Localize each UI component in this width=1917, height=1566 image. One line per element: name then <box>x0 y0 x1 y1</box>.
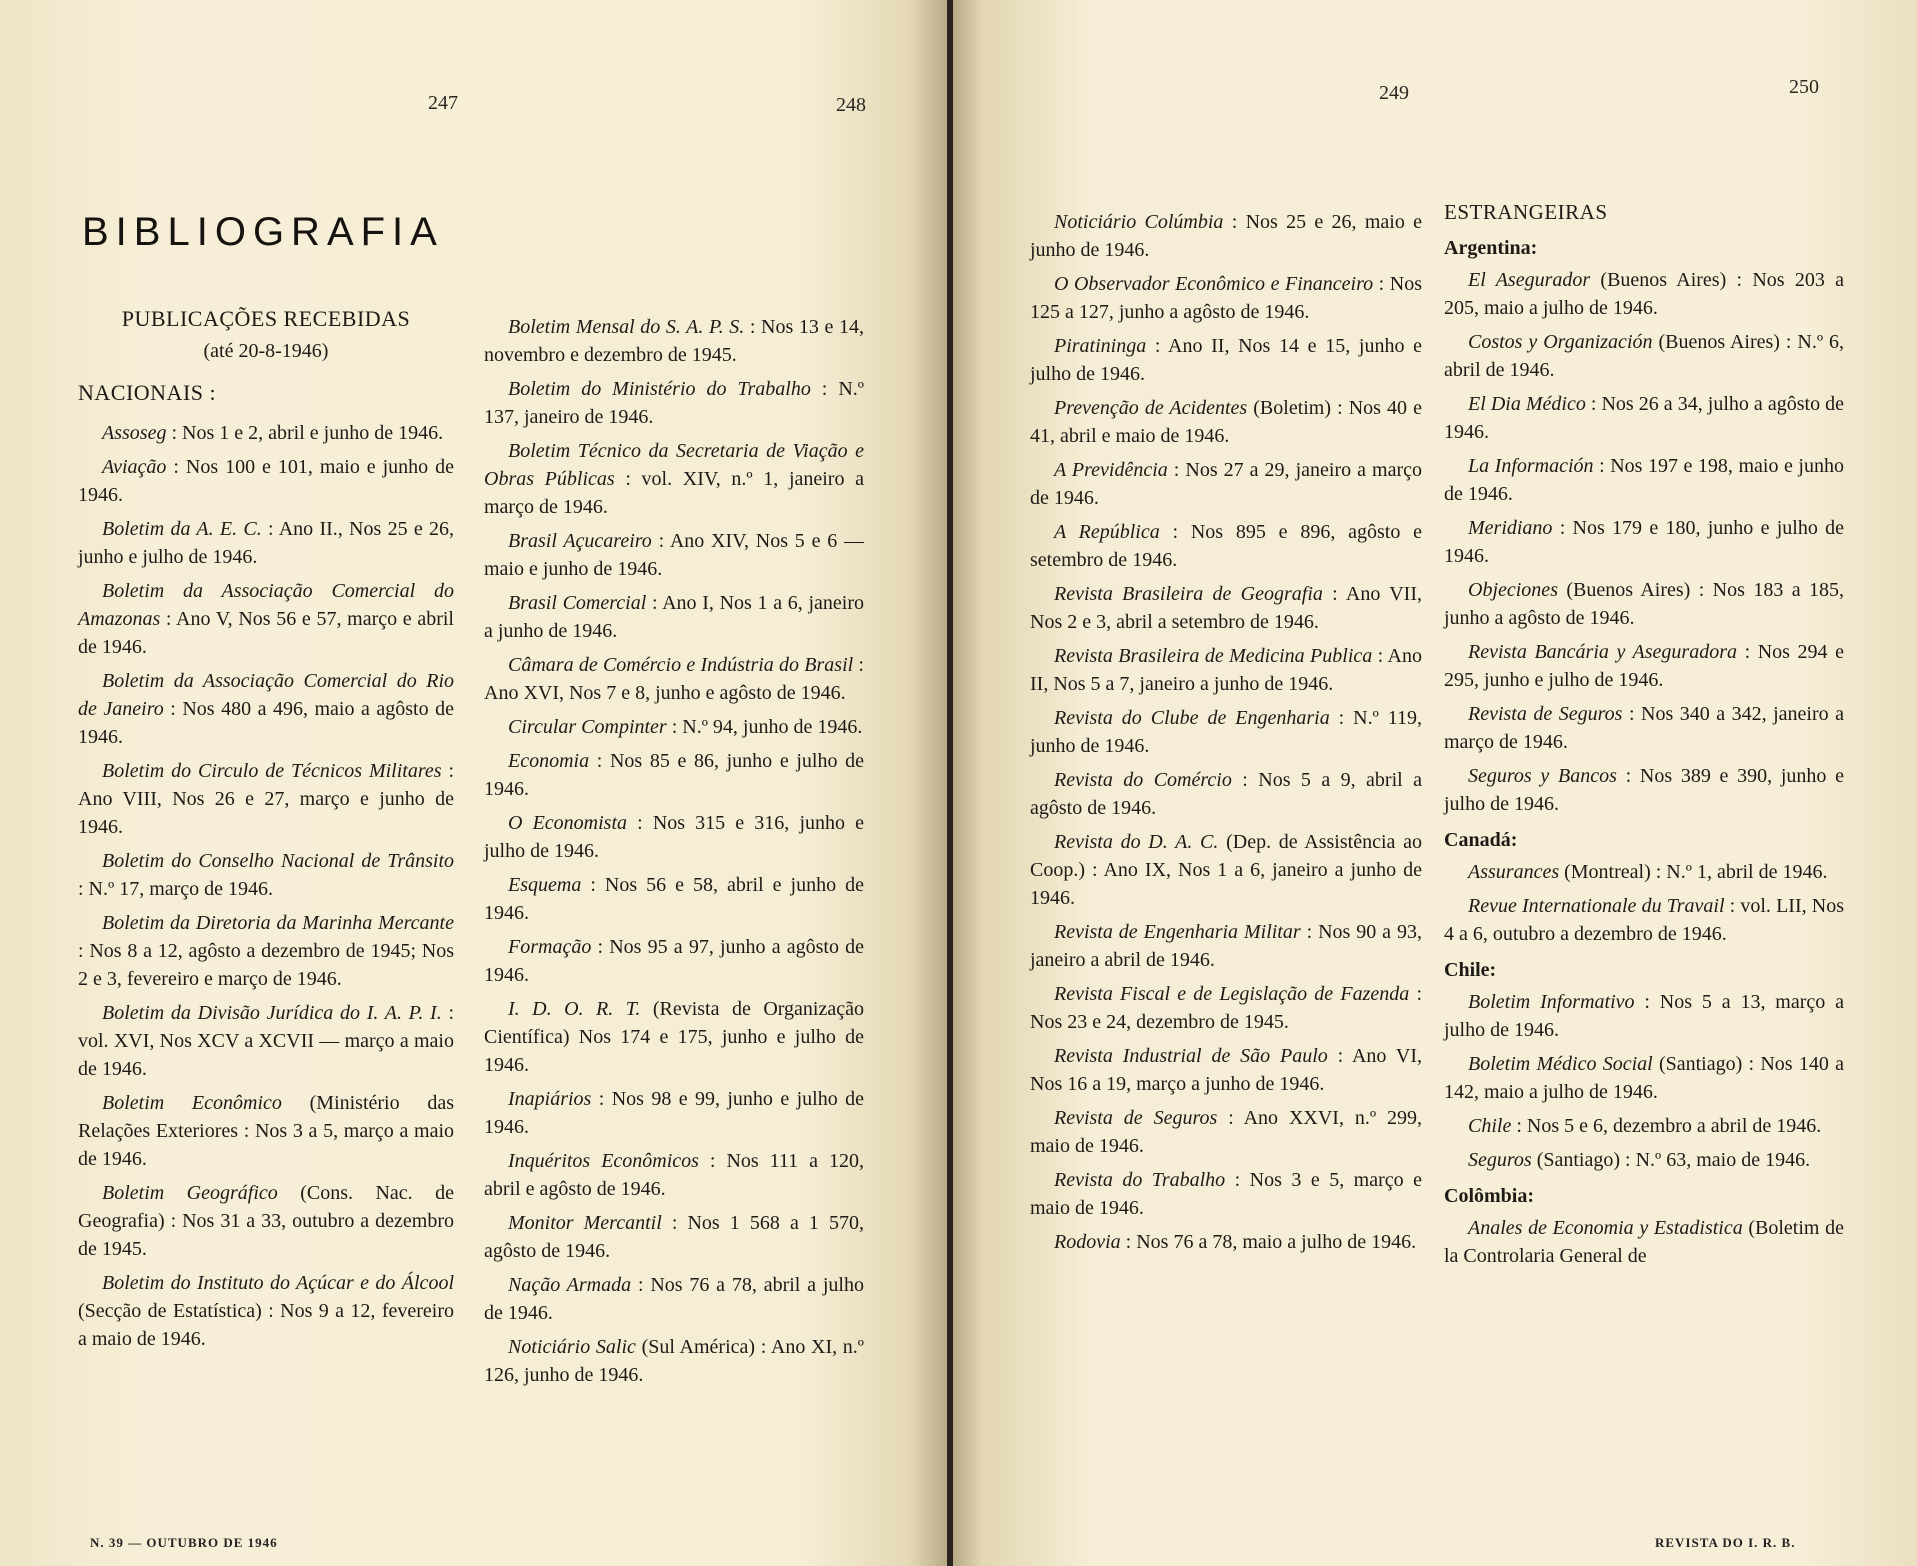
bibliography-entry <box>484 1271 864 1327</box>
bibliography-entry <box>1444 892 1844 948</box>
publication-details: : vol. LII, Nos 4 a 6, outubro a dezembro de 1946. <box>1444 895 1844 945</box>
bibliography-entry <box>1030 1104 1422 1160</box>
publication-title: Revista Bancária y Aseguradora <box>1468 641 1738 663</box>
bibliography-entry <box>1444 762 1844 818</box>
bibliography-entry <box>78 667 454 751</box>
bibliography-entry <box>484 809 864 865</box>
publication-title: El Dia Médico <box>1468 393 1586 415</box>
publication-title: Boletim Técnico da Secretaria de Viação e Obras Públicas <box>484 440 864 490</box>
publication-title: Prevenção de Acidentes <box>1054 397 1248 419</box>
bibliography-entry <box>1444 1214 1844 1270</box>
publication-details: : Ano VIII, Nos 26 e 27, março e junho de 1946. <box>78 760 455 838</box>
publication-details: : Nos 895 e 896, agôsto e setembro de 1946. <box>1030 521 1422 571</box>
bibliography-entry <box>1444 328 1844 384</box>
publication-details: : Nos 1 e 2, abril e junho de 1946. <box>166 422 444 444</box>
publication-title: Boletim Médico Social <box>1468 1053 1653 1075</box>
column-right-2 <box>1444 198 1844 1276</box>
publication-title: Brasil Açucareiro <box>508 530 652 552</box>
publication-title: Monitor Mercantil <box>508 1212 662 1234</box>
publication-title: Boletim da Divisão Jurídica do I. A. P. I. <box>102 1002 442 1024</box>
country-heading: Colômbia: <box>1444 1185 1534 1207</box>
bibliography-entry <box>1444 1050 1844 1106</box>
publication-title: Boletim da Associação Comercial do Amazonas <box>78 580 454 630</box>
bibliography-entry <box>484 1209 864 1265</box>
publication-title: Revista do Comércio <box>1054 769 1232 791</box>
publication-title: O Economista <box>508 812 628 834</box>
publication-title: Economia <box>508 750 590 772</box>
publication-details: : Nos 125 a 127, junho a agôsto de 1946. <box>1030 273 1422 323</box>
page-number-247: 247 <box>428 92 458 114</box>
publication-title: Rodovia <box>1054 1231 1121 1253</box>
publication-details: (Revista de Organização Científica) Nos 174 e 175, junho e julho de 1946. <box>484 998 865 1076</box>
publication-details: (Buenos Aires) : N.º 6, abril de 1946. <box>1444 331 1844 381</box>
publication-title: Aviação <box>102 456 167 478</box>
publication-details: : Nos 23 e 24, dezembro de 1945. <box>1030 983 1423 1033</box>
publication-title: Boletim da A. E. C. <box>102 518 262 540</box>
publication-title: Revista do D. A. C. <box>1054 831 1219 853</box>
estrangeiras-heading: ESTRANGEIRAS <box>1444 200 1608 224</box>
publication-title: Circular Compinter <box>508 716 667 738</box>
bibliography-entry <box>78 515 454 571</box>
bibliography-entry <box>1444 514 1844 570</box>
publication-details: : Nos 5 e 6, dezembro a abril de 1946. <box>1511 1115 1822 1137</box>
publication-details: : Nos 76 a 78, abril a julho de 1946. <box>484 1274 864 1324</box>
publication-details: (Buenos Aires) : Nos 203 a 205, maio a julho de 1946. <box>1444 269 1844 319</box>
publication-details: : N.º 137, janeiro de 1946. <box>484 378 864 428</box>
bibliography-entry <box>1444 638 1844 694</box>
publication-title: Seguros y Bancos <box>1468 765 1617 787</box>
publication-title: Assurances <box>1468 861 1560 883</box>
bibliography-entry <box>484 995 864 1079</box>
publication-title: Revista de Seguros <box>1468 703 1623 725</box>
country-groups <box>1444 234 1844 1270</box>
bibliography-entry <box>78 1269 454 1353</box>
publication-title: Inquéritos Econômicos <box>508 1150 699 1172</box>
bibliography-entry <box>1030 518 1422 574</box>
publication-details: : Ano XIV, Nos 5 e 6 — maio e junho de 1946. <box>484 530 865 580</box>
publication-title: Boletim do Instituto do Açúcar e do Álcool <box>102 1272 454 1294</box>
bibliography-entry <box>1444 1146 1844 1174</box>
publication-title: Revista do Trabalho <box>1054 1169 1226 1191</box>
bibliography-entry <box>1444 452 1844 508</box>
publication-title: Seguros <box>1468 1149 1532 1171</box>
publication-details: (Secção de Estatística) : Nos 9 a 12, fevereiro a maio de 1946. <box>78 1300 454 1350</box>
publication-title: Inapiários <box>508 1088 592 1110</box>
publication-details: : Nos 98 e 99, junho e julho de 1946. <box>484 1088 864 1138</box>
publication-details: : Ano VII, Nos 2 e 3, abril a setembro de 1946. <box>1030 583 1422 633</box>
publication-title: Boletim Econômico <box>102 1092 282 1114</box>
publication-title: Boletim Geográfico <box>102 1182 278 1204</box>
page-title: BIBLIOGRAFIA <box>82 210 444 254</box>
bibliography-entry <box>484 313 864 369</box>
entry-list <box>78 419 454 1353</box>
bibliography-entry <box>1444 700 1844 756</box>
publication-title: I. D. O. R. T. <box>508 998 641 1020</box>
bibliography-entry <box>484 437 864 521</box>
publication-details: (Ministério das Relações Exteriores : Nos 3 a 5, março a maio de 1946. <box>78 1092 454 1170</box>
publication-title: Boletim do Circulo de Técnicos Militares <box>102 760 442 782</box>
publication-details: : Nos 100 e 101, maio e junho de 1946. <box>78 456 454 506</box>
publication-details: : Nos 5 a 9, abril a agôsto de 1946. <box>1030 769 1422 819</box>
publication-details: (Sul América) : Ano XI, n.º 126, junho de 1946. <box>484 1336 865 1386</box>
publication-title: Brasil Comercial <box>508 592 647 614</box>
publication-details: : Ano II, Nos 14 e 15, junho e julho de 1946. <box>1030 335 1422 385</box>
publication-details: : Nos 90 a 93, janeiro a abril de 1946. <box>1030 921 1422 971</box>
entry-list <box>484 313 864 1389</box>
publication-details: (Montreal) : N.º 1, abril de 1946. <box>1559 861 1828 883</box>
publication-details: : Nos 3 e 5, março e maio de 1946. <box>1030 1169 1422 1219</box>
page-number-249: 249 <box>1379 82 1409 104</box>
bibliography-entry <box>1030 980 1422 1036</box>
bibliography-entry <box>1444 858 1844 886</box>
country-heading: Canadá: <box>1444 829 1518 851</box>
publication-details: (Boletim de la Controlaria General de <box>1444 1217 1844 1267</box>
bibliography-entry <box>1030 766 1422 822</box>
publication-details: : Nos 5 a 13, março a julho de 1946. <box>1444 991 1844 1041</box>
publication-details: : Nos 76 a 78, maio a julho de 1946. <box>1120 1231 1417 1253</box>
publication-title: O Observador Econômico e Financeiro <box>1054 273 1374 295</box>
publication-details: (Santiago) : Nos 140 a 142, maio a julho de 1946. <box>1444 1053 1844 1103</box>
page-number-250: 250 <box>1789 76 1819 98</box>
publication-title: Revista Fiscal e de Legislação de Fazenda <box>1054 983 1410 1005</box>
publication-title: Revue Internationale du Travail <box>1468 895 1725 917</box>
publication-details: : Nos 315 e 316, junho e julho de 1946. <box>484 812 864 862</box>
bibliography-entry <box>484 1333 864 1389</box>
publication-details: : Nos 340 a 342, janeiro a março de 1946. <box>1444 703 1844 753</box>
publication-title: El Asegurador <box>1468 269 1591 291</box>
publication-title: Câmara de Comércio e Indústria do Brasil <box>508 654 854 676</box>
nacionais-heading: NACIONAIS : <box>78 380 217 405</box>
publication-details: : Nos 1 568 a 1 570, agôsto de 1946. <box>484 1212 864 1262</box>
publication-title: Formação <box>508 936 592 958</box>
bibliography-entry <box>1030 270 1422 326</box>
publication-details: : vol. XVI, Nos XCV a XCVII — março a maio de 1946. <box>78 1002 455 1080</box>
publication-details: : Nos 56 e 58, abril e junho de 1946. <box>484 874 864 924</box>
publication-title: Chile <box>1468 1115 1512 1137</box>
publication-title: Piratininga <box>1054 335 1147 357</box>
publication-details: : vol. XIV, n.º 1, janeiro a março de 1946. <box>484 468 865 518</box>
publication-details: : Nos 26 a 34, julho a agôsto de 1946. <box>1444 393 1844 443</box>
publication-title: Boletim Mensal do S. A. P. S. <box>508 316 745 338</box>
bibliography-entry <box>484 651 864 707</box>
publication-title: Boletim do Ministério do Trabalho <box>508 378 811 400</box>
bibliography-entry <box>1444 390 1844 446</box>
bibliography-entry <box>1030 828 1422 912</box>
entry-list <box>1030 208 1422 1256</box>
publication-title: Assoseg <box>102 422 167 444</box>
publication-details: : N.º 119, junho de 1946. <box>1030 707 1422 757</box>
bibliography-entry <box>1444 266 1844 322</box>
bibliography-entry <box>1030 1042 1422 1098</box>
publication-details: : Nos 389 e 390, junho e julho de 1946. <box>1444 765 1844 815</box>
bibliography-entry <box>1030 332 1422 388</box>
publication-details: : Ano VI, Nos 16 a 19, março a junho de 1946. <box>1030 1045 1422 1095</box>
publication-details: : Nos 8 a 12, agôsto a dezembro de 1945; Nos 2 e 3, fevereiro e março de 1946. <box>78 940 454 990</box>
bibliography-entry <box>1030 642 1422 698</box>
publication-details: : Nos 13 e 14, novembro e dezembro de 1945. <box>484 316 864 366</box>
publication-details: : Ano XVI, Nos 7 e 8, junho e agôsto de 1946. <box>484 654 864 704</box>
publication-title: Revista de Engenharia Militar <box>1054 921 1301 943</box>
bibliography-entry <box>1444 1112 1844 1140</box>
publication-details: : Nos 25 e 26, maio e junho de 1946. <box>1030 211 1422 261</box>
publication-details: (Buenos Aires) : Nos 183 a 185, junho a agôsto de 1946. <box>1444 579 1844 629</box>
publication-details: : Nos 480 a 496, maio a agôsto de 1946. <box>78 698 454 748</box>
publication-details: : Ano II, Nos 5 a 7, janeiro a junho de 1946. <box>1030 645 1422 695</box>
publication-details: : Nos 95 a 97, junho a agôsto de 1946. <box>484 936 864 986</box>
bibliography-entry <box>1030 580 1422 636</box>
page-number-248: 248 <box>836 94 866 116</box>
publication-title: Revista de Seguros <box>1054 1107 1218 1129</box>
bibliography-entry <box>484 933 864 989</box>
bibliography-entry <box>484 589 864 645</box>
publication-title: Meridiano <box>1468 517 1553 539</box>
publication-details: : Ano XXVI, n.º 299, maio de 1946. <box>1030 1107 1422 1157</box>
bibliography-entry <box>484 871 864 927</box>
bibliography-entry <box>1030 704 1422 760</box>
publication-details: : N.º 94, junho de 1946. <box>666 716 863 738</box>
publication-title: Boletim do Conselho Nacional de Trânsito <box>102 850 454 872</box>
country-heading: Argentina: <box>1444 237 1538 259</box>
publication-details: : Ano II., Nos 25 e 26, junho e julho de 1946. <box>78 518 454 568</box>
section-subheading: (até 20-8-1946) <box>203 340 329 362</box>
publication-title: Revista Industrial de São Paulo <box>1054 1045 1328 1067</box>
bibliography-entry <box>484 375 864 431</box>
publication-details: (Dep. de Assistência ao Coop.) : Ano IX, Nos 1 a 6, janeiro a junho de 1946. <box>1030 831 1422 909</box>
bibliography-entry <box>484 713 864 741</box>
bibliography-entry <box>484 527 864 583</box>
bibliography-entry <box>78 847 454 903</box>
publication-details: : Nos 179 e 180, junho e julho de 1946. <box>1444 517 1844 567</box>
bibliography-entry <box>1030 208 1422 264</box>
bibliography-entry <box>78 577 454 661</box>
publication-details: : N.º 17, março de 1946. <box>78 878 274 900</box>
publication-title: Revista Brasileira de Medicina Publica <box>1054 645 1373 667</box>
publication-details: : Nos 85 e 86, junho e julho de 1946. <box>484 750 864 800</box>
publication-details: : Nos 27 a 29, janeiro a março de 1946. <box>1030 459 1422 509</box>
publication-title: Anales de Economia y Estadistica <box>1468 1217 1743 1239</box>
footer-issue: N. 39 — OUTUBRO DE 1946 <box>90 1535 278 1550</box>
bibliography-entry <box>78 909 454 993</box>
publication-title: Noticiário Salic <box>508 1336 636 1358</box>
bibliography-entry <box>1030 394 1422 450</box>
bibliography-entry <box>78 453 454 509</box>
publication-title: Costos y Organización <box>1468 331 1653 353</box>
publication-title: A República <box>1054 521 1160 543</box>
bibliography-entry <box>1030 456 1422 512</box>
section-heading: PUBLICAÇÕES RECEBIDAS <box>121 306 411 331</box>
publication-details: (Santiago) : N.º 63, maio de 1946. <box>1531 1149 1811 1171</box>
publication-title: Revista Brasileira de Geografia <box>1054 583 1323 605</box>
bibliography-entry <box>78 1089 454 1173</box>
publication-details: : Nos 111 a 120, abril e agôsto de 1946. <box>484 1150 864 1200</box>
publication-title: Boletim Informativo <box>1468 991 1635 1013</box>
bibliography-entry <box>1030 1166 1422 1222</box>
bibliography-entry <box>484 1085 864 1141</box>
publication-details: (Cons. Nac. de Geografia) : Nos 31 a 33, outubro a dezembro de 1945. <box>78 1182 454 1260</box>
publication-details: (Boletim) : Nos 40 e 41, abril e maio de 1946. <box>1030 397 1422 447</box>
publication-title: La Información <box>1468 455 1594 477</box>
publication-title: Noticiário Colúmbia <box>1054 211 1224 233</box>
footer-journal: REVISTA DO I. R. B. <box>1655 1535 1796 1550</box>
publication-title: Objeciones <box>1468 579 1558 601</box>
bibliography-entry <box>78 1179 454 1263</box>
column-right-1 <box>1030 208 1422 1262</box>
publication-details: : Ano V, Nos 56 e 57, março e abril de 1946. <box>78 608 454 658</box>
publication-title: A Previdência <box>1054 459 1168 481</box>
bibliography-entry <box>1444 576 1844 632</box>
column-left-2 <box>484 313 864 1395</box>
publication-details: : Nos 294 e 295, junho e julho de 1946. <box>1444 641 1844 691</box>
bibliography-entry <box>78 419 454 447</box>
bibliography-entry <box>484 1147 864 1203</box>
publication-title: Nação Armada <box>508 1274 632 1296</box>
bibliography-entry <box>484 747 864 803</box>
bibliography-entry <box>78 999 454 1083</box>
publication-title: Boletim da Associação Comercial do Rio de Janeiro <box>78 670 454 720</box>
bibliography-entry <box>78 757 454 841</box>
bibliography-entry <box>1030 1228 1422 1256</box>
bibliography-entry <box>1444 988 1844 1044</box>
column-left-1 <box>78 305 454 1359</box>
country-heading: Chile: <box>1444 959 1497 981</box>
publication-details: : Ano I, Nos 1 a 6, janeiro a junho de 1946. <box>484 592 864 642</box>
left-page <box>0 0 947 1566</box>
publication-title: Esquema <box>508 874 582 896</box>
publication-title: Revista do Clube de Engenharia <box>1054 707 1330 729</box>
bibliography-entry <box>1030 918 1422 974</box>
publication-title: Boletim da Diretoria da Marinha Mercante <box>102 912 454 934</box>
publication-details: : Nos 197 e 198, maio e junho de 1946. <box>1444 455 1844 505</box>
